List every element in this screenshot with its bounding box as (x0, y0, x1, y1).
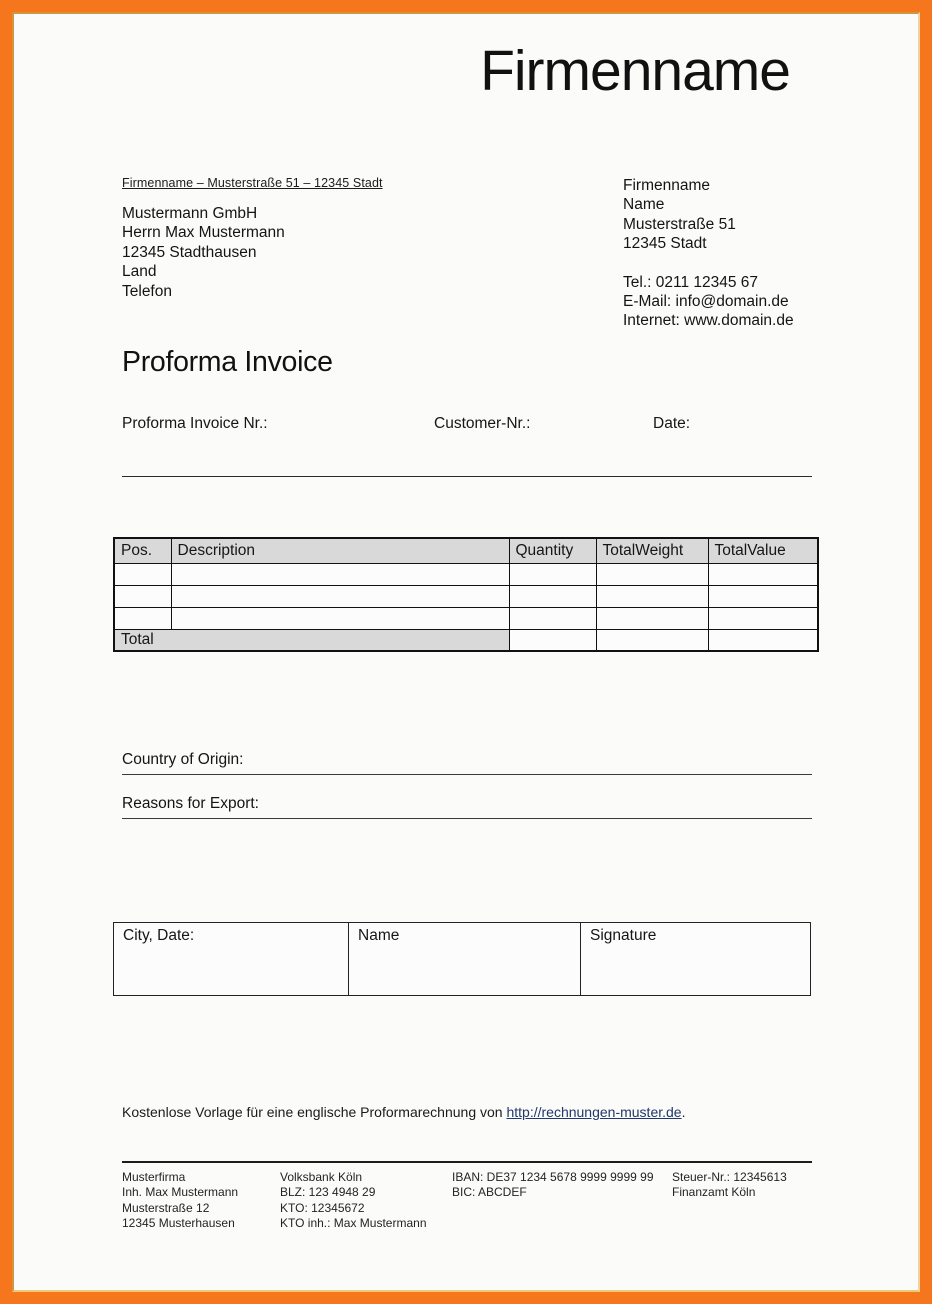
cell-totalvalue (708, 585, 818, 607)
footer-line: Musterfirma (122, 1170, 186, 1184)
footer-line: 12345 Musterhausen (122, 1215, 235, 1230)
signature-table (113, 922, 811, 996)
items-table-total-row (114, 629, 818, 651)
cell-description (171, 607, 509, 629)
header-totalweight: TotalWeight (596, 538, 708, 563)
cell-quantity (509, 607, 596, 629)
footer-line: Inh. Max Mustermann (122, 1185, 239, 1200)
cell-pos (114, 607, 171, 629)
footer-bank-column (280, 1170, 427, 1231)
header-description: Description (171, 538, 509, 563)
signature-row (114, 923, 811, 996)
footer-company-column (122, 1170, 238, 1231)
total-label: Total (114, 629, 509, 651)
invoice-meta-row (122, 415, 812, 435)
reasons-for-export-field: Reasons for Export: (122, 795, 812, 819)
cell-pos (114, 563, 171, 585)
invoice-number-label: Proforma Invoice Nr.: (122, 415, 268, 432)
header-quantity: Quantity (509, 538, 596, 563)
cell-totalvalue (708, 607, 818, 629)
footer-line: BLZ: 123 4948 29 (280, 1185, 376, 1200)
total-value-cell (708, 629, 818, 651)
company-website: Internet: www.domain.de (623, 312, 794, 330)
credit-note-period: . (681, 1104, 686, 1120)
cell-quantity (509, 585, 596, 607)
company-phone: Tel.: 0211 12345 67 (623, 273, 759, 291)
country-of-origin-field: Country of Origin: (122, 751, 812, 775)
cell-pos (114, 585, 171, 607)
cell-totalweight (596, 607, 708, 629)
cell-totalvalue (708, 563, 818, 585)
footer-line: Finanzamt Köln (672, 1185, 756, 1200)
credit-note-text: Kostenlose Vorlage für eine englische Proformarechnung von (122, 1104, 507, 1120)
document-heading: Proforma Invoice (122, 346, 333, 378)
footer-iban-column (452, 1170, 654, 1201)
cell-totalweight (596, 585, 708, 607)
blank-line (623, 254, 794, 273)
footer-line: KTO: 12345672 (280, 1200, 365, 1215)
company-line: Musterstraße 51 (623, 215, 736, 233)
company-line: 12345 Stadt (623, 235, 707, 253)
footer-line: KTO inh.: Max Mustermann (280, 1215, 427, 1230)
footer-tax-column (672, 1170, 787, 1201)
company-title: Firmenname (480, 39, 790, 103)
header-totalvalue: TotalValue (708, 538, 818, 563)
cell-description (171, 585, 509, 607)
sender-address-line: Firmenname – Musterstraße 51 – 12345 Stadt (122, 176, 383, 190)
items-table-header-row (114, 538, 818, 563)
customer-number-label: Customer-Nr.: (434, 415, 531, 432)
items-table-row (114, 563, 818, 585)
items-table-row (114, 585, 818, 607)
recipient-address-block (122, 204, 285, 301)
recipient-line: Mustermann GmbH (122, 205, 258, 222)
recipient-line: Telefon (122, 282, 172, 300)
recipient-line: Land (122, 263, 157, 281)
footer-line: IBAN: DE37 1234 5678 9999 9999 99 (452, 1170, 654, 1184)
date-label: Date: (653, 415, 691, 432)
recipient-line: 12345 Stadthausen (122, 243, 257, 261)
city-date-cell: City, Date: (114, 923, 349, 996)
total-quantity-cell (509, 629, 596, 651)
signature-cell: Signature (581, 923, 811, 996)
footer-line: Musterstraße 12 (122, 1200, 210, 1215)
footer-columns (122, 1170, 812, 1234)
footer-line: Volksbank Köln (280, 1170, 363, 1184)
credit-note-link[interactable]: http://rechnungen-muster.de (506, 1104, 682, 1120)
header-pos: Pos. (114, 538, 171, 563)
name-cell: Name (349, 923, 581, 996)
footer-line: BIC: ABCDEF (452, 1185, 527, 1200)
total-weight-cell (596, 629, 708, 651)
company-email: E-Mail: info@domain.de (623, 293, 789, 311)
cell-description (171, 563, 509, 585)
cell-quantity (509, 563, 596, 585)
company-info-block (623, 176, 794, 331)
meta-divider-line (122, 476, 812, 477)
company-line: Name (623, 196, 665, 214)
company-line: Firmenname (623, 177, 710, 194)
cell-totalweight (596, 563, 708, 585)
recipient-line: Herrn Max Mustermann (122, 224, 285, 242)
footer-divider-line (122, 1161, 812, 1163)
items-table-row (114, 607, 818, 629)
template-credit-note (122, 1104, 685, 1120)
items-table (113, 537, 819, 652)
footer-line: Steuer-Nr.: 12345613 (672, 1170, 787, 1184)
